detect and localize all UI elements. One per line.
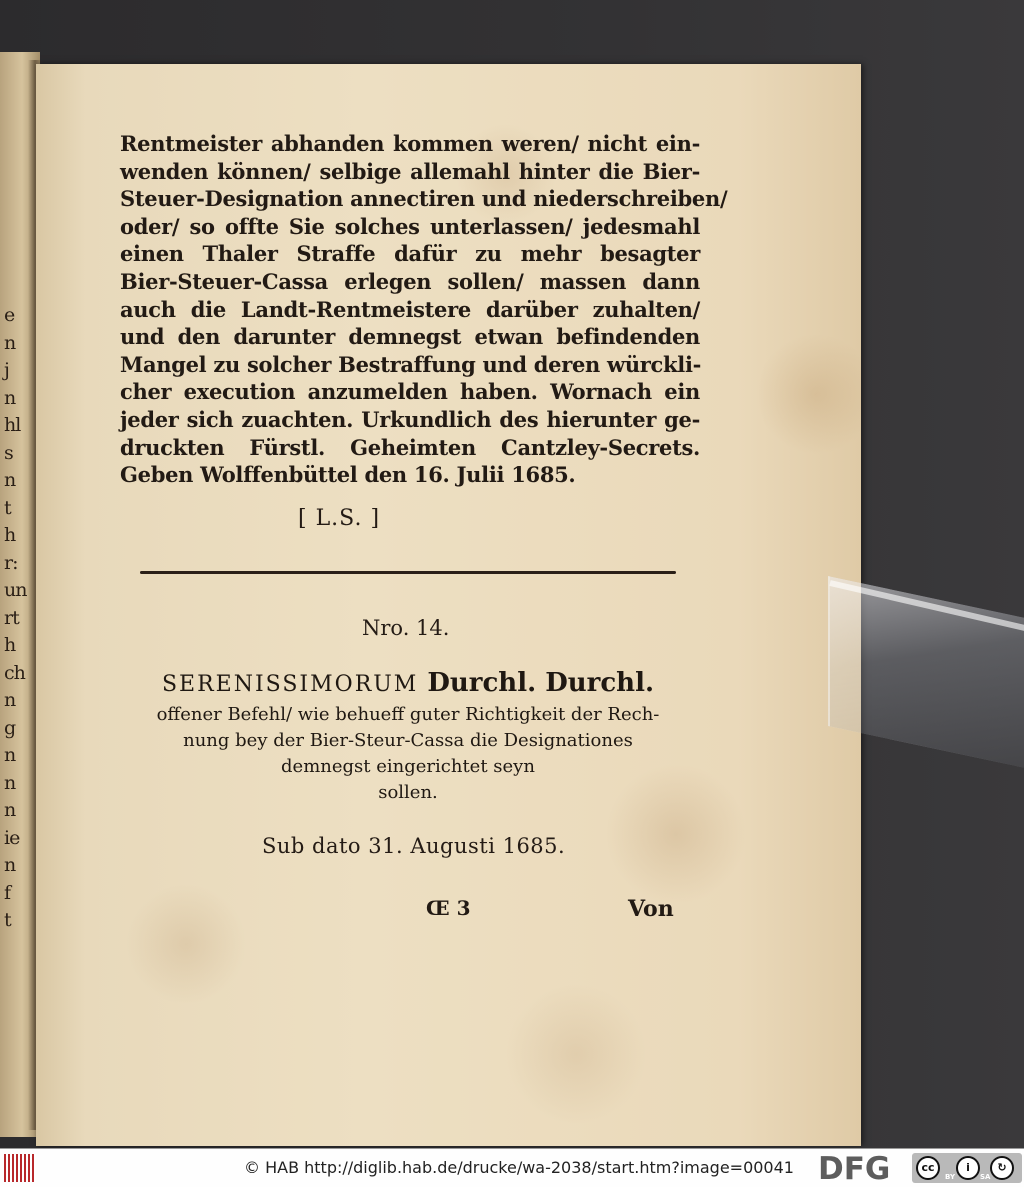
left-fragment: s <box>4 441 13 464</box>
text-line: Bier-Steuer-Cassa erlegen sollen/ massen dann <box>120 268 700 294</box>
sa-label: SA <box>980 1173 991 1181</box>
by-attribution-icon: i <box>956 1156 980 1180</box>
cc-license-badge[interactable] <box>912 1153 1022 1183</box>
left-fragment: r: <box>4 551 18 574</box>
text-line: und den darunter demnegst etwan befindenden <box>120 324 700 350</box>
copyright-link[interactable]: © HAB http://diglib.hab.de/drucke/wa-2038/start.htm?image=00041 <box>244 1158 794 1177</box>
left-fragment: g <box>4 716 16 739</box>
text-line: oder/ so offte Sie solches unterlassen/ jedesmahl <box>120 213 700 239</box>
left-fragment: t <box>4 909 11 931</box>
left-fragment: n <box>4 386 16 409</box>
date-line: Sub dato 31. Augusti 1685. <box>262 834 566 858</box>
left-fragment: ie <box>4 826 20 849</box>
left-fragment: t <box>4 496 11 519</box>
text-line: Steuer-Designation annectiren und niederschreiben/ <box>120 186 728 212</box>
text-line: druckten Fürstl. Geheimten Cantzley-Secrets. <box>120 434 700 460</box>
heading-title-caps: SERENISSIMORUM <box>161 672 419 697</box>
text-line: cher execution anzumelden haben. Wornach ein <box>120 379 700 405</box>
heading-subtitle <box>140 702 676 806</box>
left-fragment: e <box>4 304 15 326</box>
library-barcode-icon <box>4 1154 36 1182</box>
left-fragment: n <box>4 744 16 766</box>
heading-title <box>140 668 676 698</box>
seal-mark: [ L.S. ] <box>298 506 381 531</box>
text-line: jeder sich zuachten. Urkundlich des hierunter ge- <box>120 406 700 432</box>
text-line: wenden können/ selbige allemahl hinter die Bier- <box>120 158 700 184</box>
left-fragment: hl <box>4 414 21 436</box>
text-line: auch die Landt-Rentmeistere darüber zuhalten/ <box>120 296 700 322</box>
text-line: einen Thaler Straffe dafür zu mehr besagter <box>120 241 700 267</box>
text-line: Rentmeister abhanden kommen weren/ nicht ein- <box>120 131 700 156</box>
section-divider <box>140 571 676 574</box>
decree-heading <box>140 668 676 806</box>
left-fragment: f <box>4 881 11 904</box>
dfg-logo[interactable]: DFG <box>818 1151 891 1187</box>
document-number: Nro. 14. <box>362 616 450 640</box>
text-line: Mangel zu solcher Bestraffung und deren würckli- <box>120 351 702 377</box>
viewer-footer <box>0 1148 1024 1187</box>
left-fragment: h <box>4 634 16 656</box>
by-label: BY <box>945 1173 956 1181</box>
left-fragment: n <box>4 331 16 354</box>
left-fragment: n <box>4 689 16 711</box>
left-fragment: rt <box>4 606 19 629</box>
text-line: Geben Wolffenbüttel den 16. Julii 1685. <box>120 462 576 488</box>
signature-mark: Œ 3 <box>426 896 471 920</box>
share-alike-icon: ↻ <box>990 1156 1014 1180</box>
left-fragment: ch <box>4 661 25 684</box>
left-fragment: n <box>4 771 16 794</box>
heading-sub-line: sollen. <box>378 782 438 803</box>
left-fragment: n <box>4 469 16 491</box>
page-body-text <box>120 130 728 489</box>
left-fragment: un <box>4 579 27 601</box>
catchword: Von <box>628 896 674 922</box>
left-fragment: n <box>4 799 16 821</box>
heading-title-durchl: Durchl. Durchl. <box>427 668 655 698</box>
heading-sub-line: offener Befehl/ wie behueff guter Richtigkeit der Rech- <box>156 704 660 725</box>
book-page <box>36 64 861 1146</box>
left-fragment: h <box>4 524 16 546</box>
heading-sub-line: demnegst eingerichtet seyn <box>281 756 535 777</box>
left-fragment: j <box>4 359 9 381</box>
left-fragment: n <box>4 854 16 876</box>
cc-icon: cc <box>916 1156 940 1180</box>
heading-sub-line: nung bey der Bier-Steur-Cassa die Designationes <box>183 730 633 751</box>
